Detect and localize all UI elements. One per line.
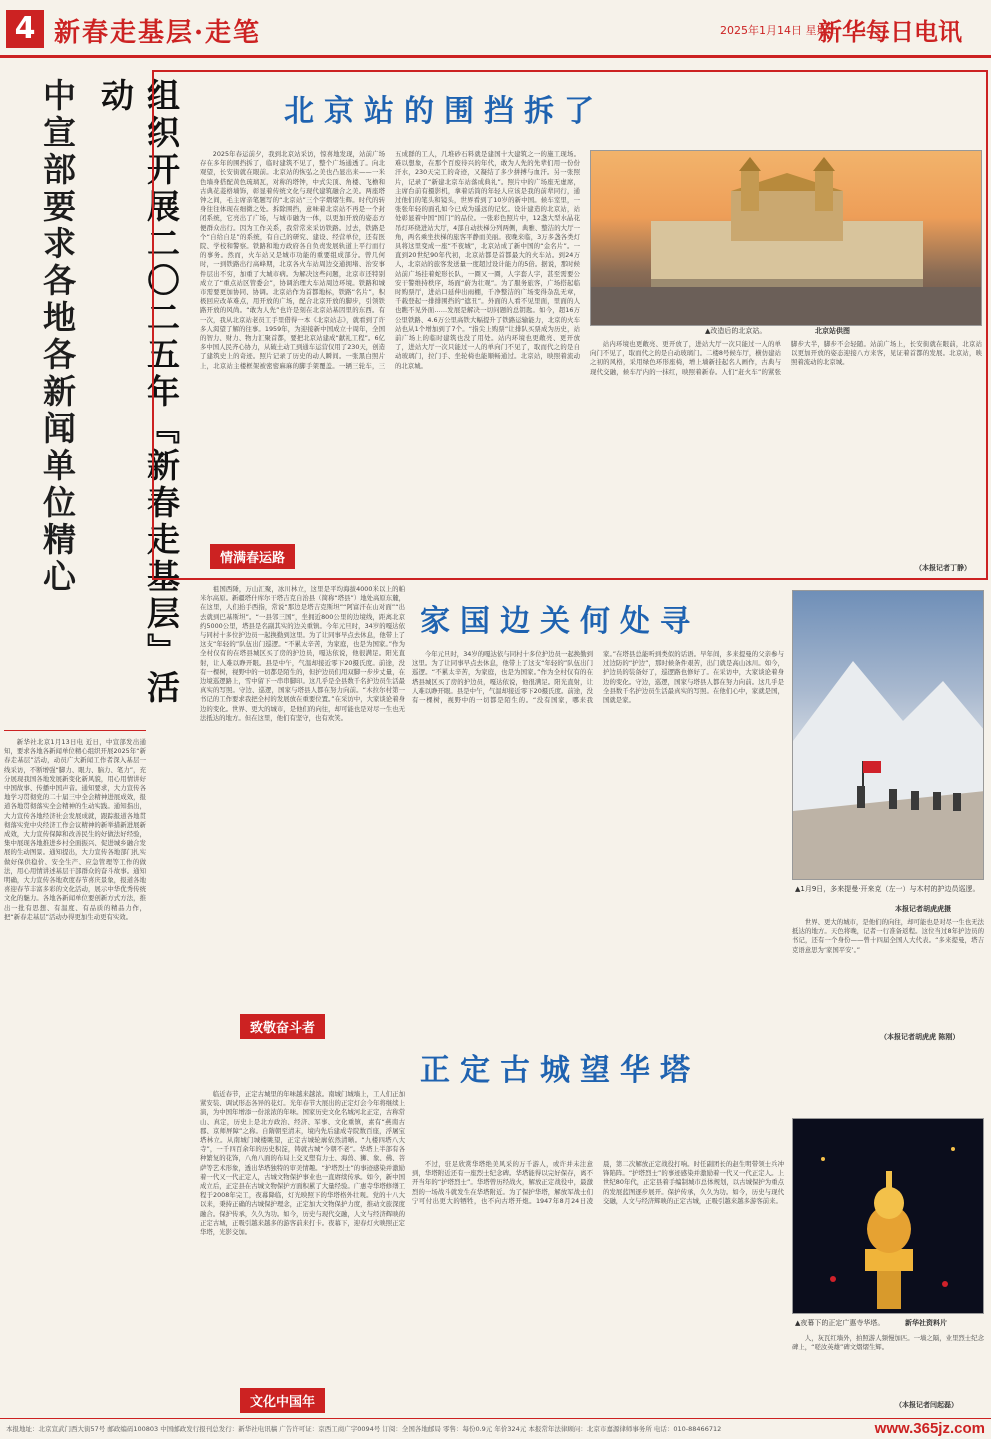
beijing-story-title: 北京站的围挡拆了 [284,94,604,129]
zhengding-photo-credit: 新华社资料片 [905,1319,947,1327]
page-header [0,0,991,58]
zhengding-author: （本报记者闫起磊） [895,1401,958,1409]
beijing-author: （本报记者丁静） [915,564,971,572]
zhengding-story-title: 正定古城望华塔 [420,1053,700,1088]
zhengding-story-body-col2 [412,1160,784,1410]
lead-divider [4,730,146,731]
border-story-text-end: 世界、更大的城市，是他们的向往，却可能也是对尽一生也无法抵达的地方。天色将晚，记者一行准备返程。这位当过8年护边员的书记，还有一个身份——曾十四届全国人大代表。“多来提曼，塔吉克语意思为‘家国平安’。” [792,918,984,954]
lead-headline-left: 组织开展二〇二五年『新春走基层』活动 [96,78,181,707]
border-story-body-col1 [200,585,405,1033]
site-watermark: www.365jz.com [874,1420,985,1437]
lead-body-text: 新华社北京1月13日电 近日，中宣部发出通知，要求各地各新闻单位精心组织开展2025年“新春走基层”活动，动员广大新闻工作者深入基层一线采访，不断增强“脚力、眼力、脑力、笔力”，充分展现我国各地发展新变化新风貌，用心用情讲好中国故事、传播中国声音。通知要求，大力宣传各地学习贯彻党的二十届三中全会精神进展成效，报道各地贯彻落实全会精神的生动实践。通知指出，大力宣传各地经济社会发展成就，跟踪报道各地贯彻落实党中央经济工作会议精神的新举措新进展新成效，大力宣传保障和改善民生的好做法好经验，集中展现各地推进乡村全面振兴、促进城乡融合发展的生动图景。通知提出，大力宣传各地部门扎实做好保供稳价、安全生产、应急管理等工作的做法，用心用情讲述基层干部群众的奋斗故事。通知明确，大力宣传各地欢度春节喜庆景象，报道各地喜迎春节丰富多彩的文化活动，展示中华优秀传统文化的魅力。各地各新闻单位要创新方式方法，推出一批有思想、有温度、有品质的精品力作，把“新春走基层”活动办得更加生动更有实效。 [4,738,146,921]
beijing-story-text-continued: 站内环境也更敞亮、更开放了，进站大厅一次只能过一人的单向门不见了，取而代之的是自动玻璃门。二楼8号候车厅，横仿建站之初的风格，采用绿色环形座椅，增上墙新挂起名人画作，古典与现代交融，候车厅内的一抹红，映照着新春。人们“赶火车”的紧张脚步大半，脚步不会轻随。站前广场上，长安街就在眼前，北京站以更加开放的姿态迎接八方来客，见证着首都的发展。北京站，映照着流动的北京城。 [590,340,982,376]
beijing-photo-caption: ▲改造后的北京站。 [705,327,767,335]
zhengding-story-text-continued: 不过，驻足欣赏华塔绝美风采的万千游人，或许并未注意到，华塔附近还有一座烈士纪念碑。华塔能得以完好保存，离不开当年的“护塔烈士”。华塔曾历经战火，解放正定战役中，最激烈的一场战斗就发生在华塔附近。为了保护华塔，解放军战士们宁可付出更大的牺牲，也不向古塔开炮。1947年8月24日凌晨，第二次解放正定战役打响。时任副团长的赵生明带领士兵冲锋陷阵。“护塔烈士”的事迹感染并激励着一代又一代正定人。上世纪80年代，正定县着手编制城市总体规划，以古城保护为重点的发展蓝图逐步展开。保护传承，久久为功。如今，历史与现代交融，人文与经济辉映的正定古城，正吸引越来越多游客前来。 [412,1160,784,1205]
zhengding-story-body-col3 [792,1334,984,1394]
zhengding-pagoda-photo [792,1118,984,1314]
section-label-fendou: 致敬奋斗者 [240,1014,325,1039]
border-photo-caption: ▲1月9日，多来提曼·开来克（左一）与木村的护边员巡逻。 [795,885,980,893]
beijing-photo-credit: 北京站供图 [815,327,850,335]
section-label-wenhua: 文化中国年 [240,1388,325,1413]
beijing-story-body [200,150,580,535]
border-story-text-continued: 今年元旦时，34岁的嘎达依与同村十多位护边员一起换勤到这里。为了让同事早点去休息，他带上了这支“年轻的”队伍出门巡逻。“不累太辛苦，为家庭，也是为国家。”作为全村仅有的在塔县城区买了房的护边员，嘎达依说，他很满足。阳光直射，让人难以睁开眼。县是中午，气温却接近零下20摄氏度。前途，没有一棵树，视野中的一切都是陌生的。“没有国家，哪来我家。”在塔县总能听到类似的话语。早年间，多来提曼的父亲参与过边防的“护边”，那时候条件艰苦，出门就是高山冰川。如今，护边员的装备好了，巡逻路也修好了。在采访中，大家谈论着身边的变化。守边，巡逻，国家与塔县人都在努力向前。这几乎是全县数千名护边员生活最真实的写照。在他们心中，家就是国，国就是家。 [412,650,784,705]
lead-body [4,738,146,1410]
column-title: 新春走基层·走笔 [54,18,262,48]
border-story-text: 祖国西陲，万山汇聚，冰川林立，这里是平均海拔4000米以上的帕米尔高原。新疆塔什库尔干塔吉克自治县（简称“塔县”）地处高原东麓，在这里，人们抬手西指，常说“那边是塔吉克斯坦”“阿富汗在山对面”“出去就到巴基斯坦”。“一县邻三国”，坐拥近800公里的边境线，距离北京约5000公里，塔县是名副其实的边关重镇。今年元旦时，34岁的嘎达依与同村十多位护边员一起换勤到这里。为了让同事早点去休息，他带上了这支“年轻的”队伍出门巡逻。“不累太辛苦，为家庭，也是为国家。”作为全村仅有的在塔县城区买了房的护边员，嘎达依说，他很满足。阳光直射，让人难以睁开眼。县是中午，气温却接近零下20摄氏度。前途，没有一棵树，视野中的一切都是陌生的，但护边员们用双脚一步步丈量，在边境巡逻路上，雪中留下一串串脚印。这几乎是全县数千名护边员生活最真实的写照。守边、巡逻，国家与塔县人都在努力向前。“木拉尔村第一书记的工作要求我把全村的发展放在重要位置。”在采访中，大家谈论着身边的变化。世界、更大的城市，是他们的向往，却可能也是对尽一生也无法抵达的地方。但在这里，他们有坚守，也有欢笑。 [200,585,405,722]
issue-date: 2025年1月14日 星期二 [720,24,839,37]
section-label-chunyun: 情满春运路 [210,544,295,569]
border-story-body-col3 [792,918,984,1018]
beijing-story-body-continued [590,340,982,562]
zhengding-story-body-col1 [200,1090,405,1390]
border-story-title: 家国边关何处寻 [420,604,700,639]
border-story-body-col2 [412,650,784,1030]
beijing-story-text: 2025年春运前夕，我到北京站采访，惊喜地发现，站前广场存在多年的围挡拆了，临时建筑不见了，整个广场通透了。向北观望，长安街就在眼前。北京站的恢弘之美也凸显出来——一米色墙身搭配黄色琉璃瓦，对称的塔钟，中式尖顶、角楼、飞檐和古典花菱格墙饰，彰显着传统文化与现代建筑融合之美。两座塔钟之间，毛主席亲笔题写的“北京站”三个字熠熠生辉。时代的转身往往体现在细微之处。拆除围挡，意味着北京站不再是一个封闭系统，它亮出了广场，与城市融为一体，以更加开放的姿态方便群众出行。因为工作关系，我常常来采访铁路。过去，铁路是个“自给自足”的系统，有自己的研究、建设、经营单位，还有医院、学校和警察。铁路和地方政府各自负责发展轨道上平行而行的事务。然而，火车站又是城市功能的重要组成部分。曾几何时，一到铁路出行高峰期，北京各火车站周边交通拥堵、治安事件层出不穷，加重了大城市病。为解决这些问题，北京市还特别成立了“重点站区管委会”，协调治理大车站周边环境。铁路和城市需要更加协同、协调。北京站作为首都地标，铁路“名片”，积极回应改革难点，用开放的广场，配合北京开放的脚步，引领铁路开放的风尚。“敢为人先”也许是刻在北京站基因里的东西。有一次，我从北京站老员工手里借得一本《北京站志》，就看到了许多人渴望了解的往事。1959年，为迎接新中国成立十周年，全国的智力、财力、物力汇聚首都，要把北京站建成“献礼工程”。6亿多中国人民齐心协力，从破土动工到通车运营仅用了230天，创造了建筑史上的奇迹。照片记录了历史的动人瞬间。一张黑白照片上，北京站主楼框架被密密麻麻的脚手架覆盖。一辆三轮车，三五成群的工人，几堆砂石料就是建国十大建筑之一的施工现场。难以想象，在那个百废待兴的年代，敢为人先的先辈们用一份份汗水，230天完工的奇迹，又凝结了多少拼搏与血汗。另一张照片，记录了“新建北京车站落成典礼”。照片中的广场座无虚席，主席台前有摄影机，拿着话筒的年轻人应该是我的前辈同行，通过他们的笔头和镜头，世界看到了10岁的新中国。候车室里，一张张年轻的面孔如今已成为遥远的记忆。设计建造的北京站，站处彰显着中国“国门”的品位。一张彩色照片中，12盏大型水晶花吊灯环绕进站大厅，4部自动扶梯分列两侧，典雅、整洁的大厅一角，两名乘坐扶梯的旅客平静而美丽。夜晚来临，3万多盏各类灯具将这里变成一座“不夜城”，北京站成了新中国的“金名片”。一直到20世纪90年代初，北京站都是首都最大的火车站。到24万人，北京站的旅客发送量一度超过设计能力的5倍。据说，那时候站前广场挂着蛇形长队，一圈又一圈，人字套人字，甚至需要公安干警维持秩序，场面“蔚为壮观”。为了服务旅客，广场搭起临时购票厅，进站口延伸出雨棚，千净整洁的广场变得杂乱无章，千载登起一排排围挡的“遮丑”。外面的人看不见里面，里面的人也瞧不见外面……发展是解决一切问题的总钥匙。如今，超16万公里铁路、4.6万公里高铁大幅提升了铁路运输能力，北京的火车站也从1个增加到了7个。“指尖上购票”让排队买票成为历史，站前广场上的临时建筑也没了用处。站内环境也更敞亮、更开放了，进站大厅一次只能过一人的单向门不见了，取而代之的是自动玻璃门，拉门手、坐轮椅也能顺畅通过。北京站，映照着流动的北京城。 [200,150,580,370]
border-photo-credit: 本报记者胡虎虎摄 [895,905,951,913]
page-number: 4 [6,10,44,48]
page-footer: 本报地址：北京宣武门西大街57号 邮政编码100803 中国邮政发行报刊总发行：新华社电讯稿 广告许可证：京西工商广字0094号 订阅：全国各地邮局 零售：每份0.9元 年价324元 本报常年法律顾问：北京市嘉源律师事务所 电话：010-88466712 [0,1418,991,1439]
newspaper-name: 新华每日电讯 [818,17,962,46]
patrol-illustration [793,591,984,880]
border-patrol-photo [792,590,984,880]
zhengding-story-text-end: 人，灰瓦红墙外，拍照游人频慢加匹。一墙之隔，业里烈士纪念碑上，“嗟汝英雄”碑文熠熠生辉。 [792,1334,984,1352]
zhengding-story-text: 临近春节，正定古城里的年味越来越浓。南城门城墙上，工人们正加紧安装、调试形态各异的花灯。光年春节大展出的正定灯会今年将继续上演，为中国年增添一份浓浓的年味。国家历史文化名城河北正定，古称常山、真定，历史上是北方政治、经济、军事、文化重镇，素有“燕南古郡、京师屏障”之称。自隋朝至清末，境内先后建成寺院数百座，浮屠宝塔林立。从南城门城楼眺望，正定古城轮廓依然清晰。“九楼四塔八大寺”，一千四百余年的历史积淀，铸就古城“今朝不老”。华塔上半部有各种繁复的花饰，八角八面的布局上交叉塑有力士、海兽、狮、象、佛、菩萨等艺术形象，透出华塔独特的审美情趣。“护塔烈士”的事迹感染并激励着一代又一代正定人，古城文物保护事业也一直赓续传承。如今，新中国成立后，正定县在古城文物保护方面积累了大量经验。广惠寺华塔修缮工程于2008年完工，夜幕降临，灯光映照下的华塔格外壮观。党的十八大以来，秉持正确的古城保护理念，正定加大文物保护力度，推动文旅深度融合。保护传承，久久为功。如今，历史与现代交融，人文与经济辉映的正定古城，正吸引越来越多的游客前来打卡。夜幕下，迎春灯火映照正定华塔，光影交加。 [200,1090,405,1237]
border-author: （本报记者胡虎虎 陈刚） [880,1033,960,1041]
beijing-station-photo [590,150,982,326]
station-building-illustration [591,151,982,326]
zhengding-photo-caption: ▲夜幕下的正定广惠寺华塔。 [795,1319,885,1327]
pagoda-illustration [793,1119,984,1314]
lead-headline-right: 中宣部要求各地各新闻单位精心 [38,78,77,596]
